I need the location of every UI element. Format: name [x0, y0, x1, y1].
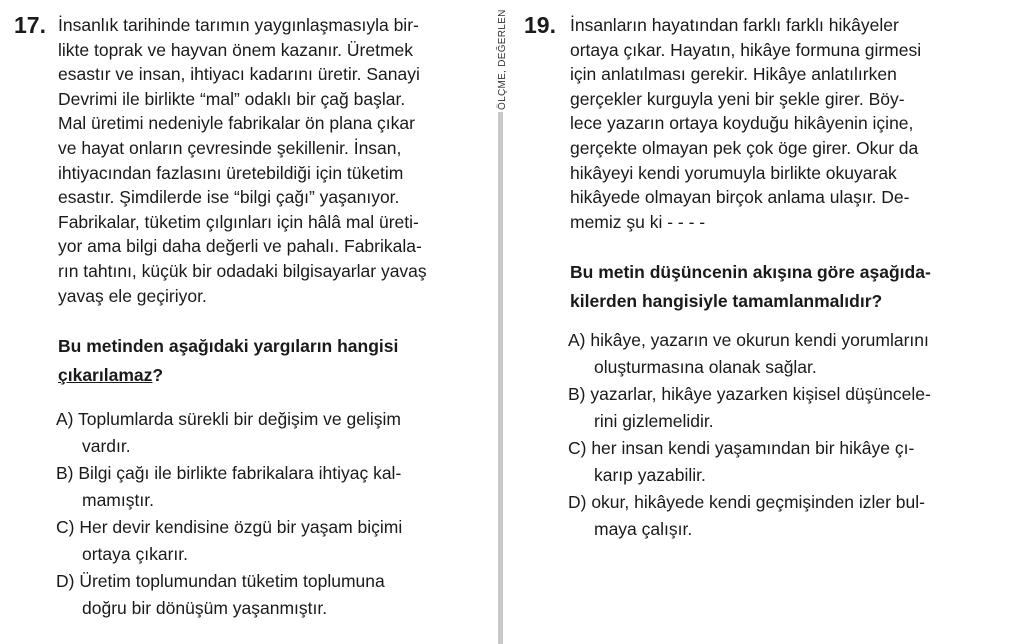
passage-line: lece yazarın ortaya koyduğu hikâyenin içine,: [570, 113, 914, 134]
passage-line: yor ama bilgi daha değerli ve pahalı. Fabrikala-: [58, 236, 422, 257]
question-number: 17.: [14, 12, 46, 38]
passage-line: İnsanların hayatından farklı farklı hikâyeler: [570, 15, 899, 35]
option-text: maya çalışır.: [594, 519, 693, 540]
passage-line: rın tahtını, küçük bir odadaki bilgisayarlar yavaş: [58, 260, 427, 281]
prompt-line: kilerden hangisiyle tamamlanmalıdır?: [570, 291, 883, 312]
passage-line: İnsanlık tarihinde tarımın yaygınlaşmasıyla bir-: [58, 15, 419, 35]
passage-line: esastır. Şimdilerde ise “bilgi çağı” yaşanıyor.: [58, 187, 400, 208]
question-prompt: [58, 332, 480, 390]
prompt-line: [58, 361, 480, 390]
option-text: ortaya çıkarır.: [82, 544, 189, 565]
passage-line: hikâyeyi kendi yorumuyla birlikte okuyarak: [570, 162, 897, 183]
option-text: doğru bir dönüşüm yaşanmıştır.: [82, 598, 328, 619]
option-b[interactable]: [56, 460, 480, 514]
question-19-header: [524, 12, 1010, 234]
passage-line: gerçekte olmayan pek çok öge girer. Okur da: [570, 137, 919, 158]
option-d[interactable]: [568, 489, 1010, 543]
answer-options: [56, 406, 480, 622]
prompt-emphasis: çıkarılamaz: [58, 365, 153, 386]
option-a[interactable]: [56, 406, 480, 460]
option-text: C) Her devir kendisine özgü bir yaşam biçimi: [56, 517, 403, 538]
option-c[interactable]: [568, 435, 1010, 489]
passage-line: Mal üretimi nedeniyle fabrikalar ön plana çıkar: [58, 113, 415, 134]
option-text: D) okur, hikâyede kendi geçmişinden izler bul-: [568, 492, 925, 513]
option-text: vardır.: [82, 436, 131, 457]
question-17-header: [14, 12, 480, 308]
passage-line: memiz şu ki - - - -: [570, 211, 706, 232]
question-prompt: [570, 258, 1010, 316]
passage-line: Devrimi ile birlikte “mal” odaklı bir çağ başlar.: [58, 88, 406, 109]
passage-line: Fabrikalar, tüketim çılgınları için hâlâ mal üreti-: [58, 211, 419, 232]
option-text: A) hikâye, yazarın ve okurun kendi yorumlarını: [568, 330, 929, 351]
question-passage: [570, 12, 921, 234]
question-17: [14, 12, 480, 622]
option-text: rini gizlemelidir.: [594, 411, 714, 432]
option-a[interactable]: [568, 327, 1010, 381]
side-margin-label: ÖLÇME, DEĞERLEN: [497, 9, 508, 110]
option-text: D) Üretim toplumundan tüketim toplumuna: [56, 571, 385, 592]
prompt-line: Bu metin düşüncenin akışına göre aşağıda-: [570, 262, 931, 283]
prompt-mark: ?: [152, 365, 164, 386]
passage-line: esastır ve insan, ihtiyacı kadarını üretir. Sanayi: [58, 64, 420, 85]
passage-line: hikâyede olmayan birçok anlama ulaşır. De-: [570, 187, 910, 208]
option-b[interactable]: [568, 381, 1010, 435]
passage-line: ve hayat onların çevresinde şekillenir. İnsan,: [58, 137, 402, 158]
option-text: B) Bilgi çağı ile birlikte fabrikalara ihtiyaç kal-: [56, 463, 402, 484]
passage-line: için anlatılması gerekir. Hikâye anlatılırken: [570, 64, 897, 85]
passage-line: ortaya çıkar. Hayatın, hikâye formuna girmesi: [570, 39, 922, 60]
option-text: B) yazarlar, hikâye yazarken kişisel düşüncele-: [568, 384, 931, 405]
option-d[interactable]: [56, 568, 480, 622]
option-text: A) Toplumlarda sürekli bir değişim ve gelişim: [56, 409, 401, 430]
option-c[interactable]: [56, 514, 480, 568]
passage-line: ihtiyacından fazlasını üretebildiği için tüketim: [58, 162, 404, 183]
prompt-line: Bu metinden aşağıdaki yargıların hangisi: [58, 336, 399, 357]
passage-line: gerçekler kurguyla yeni bir şekle girer. Böy-: [570, 88, 905, 109]
option-text: C) her insan kendi yaşamından bir hikâye çı-: [568, 438, 915, 459]
question-passage: [58, 12, 427, 308]
passage-line: yavaş ele geçiriyor.: [58, 285, 207, 306]
option-text: karıp yazabilir.: [594, 465, 706, 486]
column-divider: [498, 112, 503, 644]
option-text: oluşturmasına olanak sağlar.: [594, 357, 817, 378]
option-text: mamıştır.: [82, 490, 154, 511]
question-number: 19.: [524, 12, 556, 38]
answer-options: [568, 327, 1010, 543]
passage-line: likte toprak ve hayvan önem kazanır. Üretmek: [58, 39, 414, 60]
question-19: [524, 12, 1010, 543]
